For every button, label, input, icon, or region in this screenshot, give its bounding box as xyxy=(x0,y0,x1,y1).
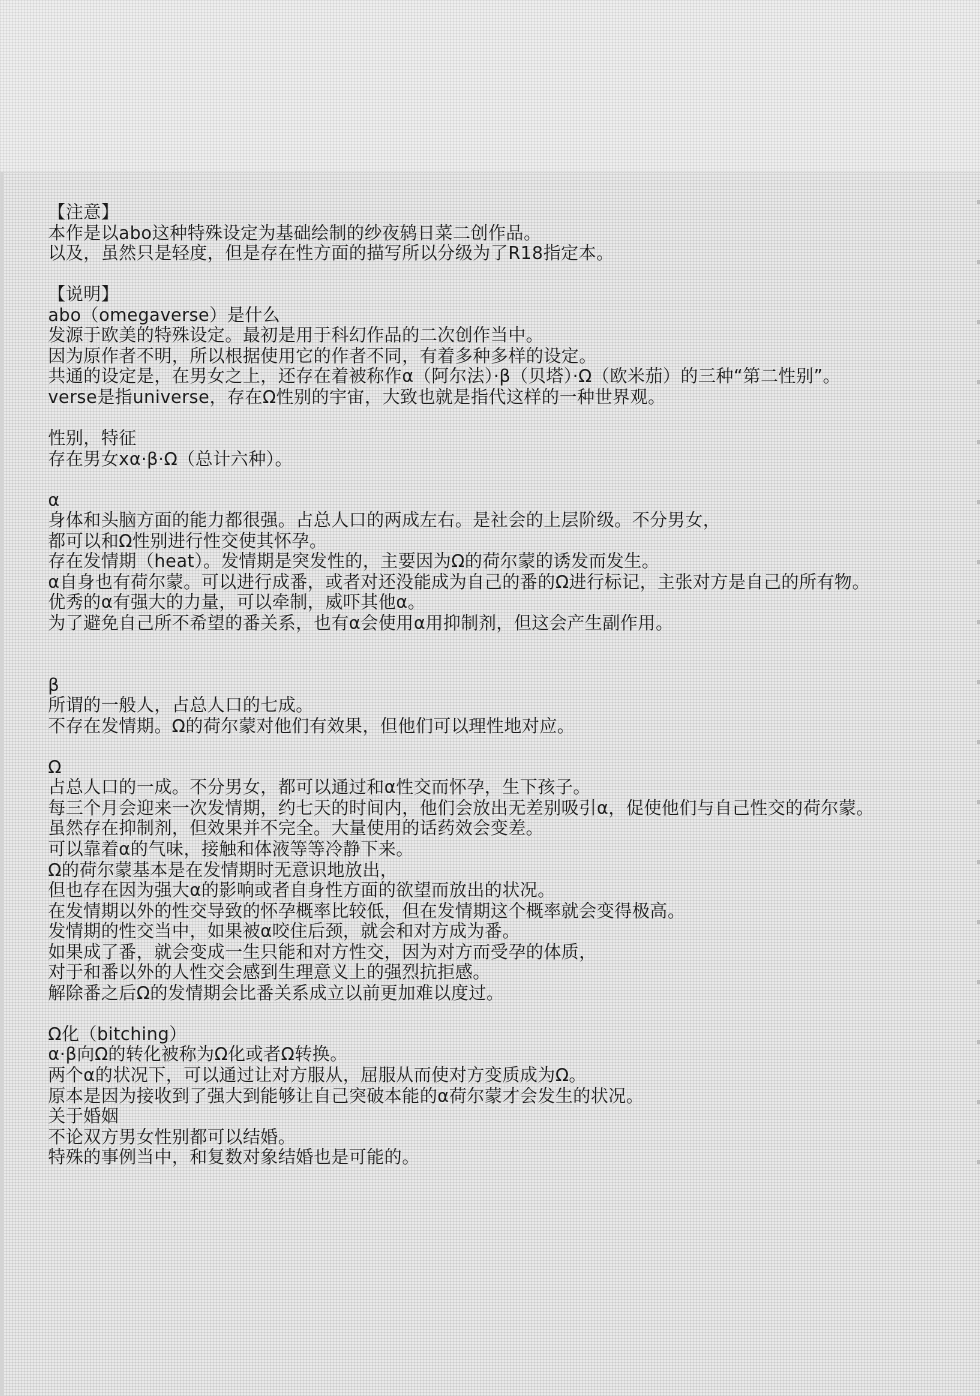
blank-line xyxy=(48,265,978,286)
section xyxy=(48,491,978,676)
text-line: 可以靠着α的气味，接触和体液等等冷静下来。 xyxy=(48,839,414,860)
text-line: 存在发情期（heat）。发情期是突发性的，主要因为Ω的荷尔蒙的诱发而发生。 xyxy=(48,552,660,573)
text-line: 特殊的事例当中，和复数对象结婚也是可能的。 xyxy=(48,1148,420,1169)
text-line: 如果成了番，就会变成一生只能和对方性交，因为对方而受孕的体质， xyxy=(48,942,597,963)
text-line: 以及，虽然只是轻度，但是存在性方面的描写所以分级为了R18指定本。 xyxy=(48,244,615,265)
blank-line xyxy=(48,470,978,491)
text-line: 不存在发情期。Ω的荷尔蒙对他们有效果，但他们可以理性地对应。 xyxy=(48,716,575,737)
text-line: 共通的设定是，在男女之上，还存在着被称作α（阿尔法）·β（贝塔）·Ω（欧米茄）的三种“第二性别”。 xyxy=(48,367,841,388)
text-line: 发情期的性交当中，如果被α咬住后颈，就会和对方成为番。 xyxy=(48,922,520,943)
text-line: 优秀的α有强大的力量，可以牵制，威吓其他α。 xyxy=(48,593,426,614)
text-line: 所谓的一般人，占总人口的七成。 xyxy=(48,696,314,717)
blank-line xyxy=(48,408,978,429)
text-line: 原本是因为接收到了强大到能够让自己突破本能的α荷尔蒙才会发生的状况。 xyxy=(48,1086,644,1107)
text-line: abo（omegaverse）是什么 xyxy=(48,305,281,326)
blank-line xyxy=(48,737,978,758)
section-heading: 【注意】 xyxy=(48,203,119,223)
text-line: 每三个月会迎来一次发情期，约七天的时间内，他们会放出无差别吸引α，促使他们与自己性交的荷尔蒙。 xyxy=(48,798,874,819)
text-line: 因为原作者不明，所以根据使用它的作者不同，有着多种多样的设定。 xyxy=(48,346,597,367)
blank-line xyxy=(48,634,978,655)
section-heading: α xyxy=(48,490,60,511)
text-line: 解除番之后Ω的发情期会比番关系成立以前更加难以度过。 xyxy=(48,983,505,1004)
section xyxy=(48,429,978,491)
text-line: 发源于欧美的特殊设定。最初是用于科幻作品的二次创作当中。 xyxy=(48,326,544,347)
section xyxy=(48,1107,978,1169)
text-line: 为了避免自己所不希望的番关系，也有α会使用α用抑制剂，但这会产生副作用。 xyxy=(48,613,674,634)
section xyxy=(48,676,978,758)
text-line: 存在男女xα·β·Ω（总计六种）。 xyxy=(48,449,293,470)
page-left-edge xyxy=(0,172,4,1396)
section-heading: Ω xyxy=(48,757,62,778)
section-heading: β xyxy=(48,675,60,696)
text-line: 在发情期以外的性交导致的怀孕概率比较低，但在发情期这个概率就会变得极高。 xyxy=(48,901,686,922)
document-body xyxy=(48,203,978,1169)
blank-line xyxy=(48,655,978,676)
section xyxy=(48,285,978,429)
text-line: verse是指universe，存在Ω性别的宇宙，大致也就是指代这样的一种世界观。 xyxy=(48,387,666,408)
text-line: α·β向Ω的转化被称为Ω化或者Ω转换。 xyxy=(48,1045,348,1066)
text-line: 本作是以abo这种特殊设定为基础绘制的纱夜鸫日菜二创作品。 xyxy=(48,223,542,244)
section-heading: 关于婚姻 xyxy=(48,1107,119,1128)
text-line: 不论双方男女性别都可以结婚。 xyxy=(48,1127,296,1148)
text-line: 身体和头脑方面的能力都很强。占总人口的两成左右。是社会的上层阶级。不分男女， xyxy=(48,511,721,532)
text-line: 虽然存在抑制剂，但效果并不完全。大量使用的话药效会变差。 xyxy=(48,819,544,840)
section xyxy=(48,758,978,1025)
text-line: 占总人口的一成。不分男女，都可以通过和α性交而怀孕，生下孩子。 xyxy=(48,778,591,799)
section xyxy=(48,203,978,285)
text-line: 但也存在因为强大α的影响或者自身性方面的欲望而放出的状况。 xyxy=(48,881,556,902)
section-heading: 性别，特征 xyxy=(48,429,137,450)
text-line: α自身也有荷尔蒙。可以进行成番，或者对还没能成为自己的番的Ω进行标记，主张对方是自己的所有物。 xyxy=(48,572,870,593)
text-line: 都可以和Ω性别进行性交使其怀孕。 xyxy=(48,531,328,552)
blank-line xyxy=(48,1004,978,1025)
section-heading: 【说明】 xyxy=(48,285,119,306)
section xyxy=(48,1025,978,1107)
text-line: 对于和番以外的人性交会感到生理意义上的强烈抗拒感。 xyxy=(48,963,491,984)
text-line: Ω的荷尔蒙基本是在发情期时无意识地放出， xyxy=(48,860,398,881)
text-line: 两个α的状况下，可以通过让对方服从，屈服从而使对方变质成为Ω。 xyxy=(48,1065,587,1086)
section-heading: Ω化（bitching） xyxy=(48,1024,187,1045)
page-top-margin xyxy=(0,0,980,173)
